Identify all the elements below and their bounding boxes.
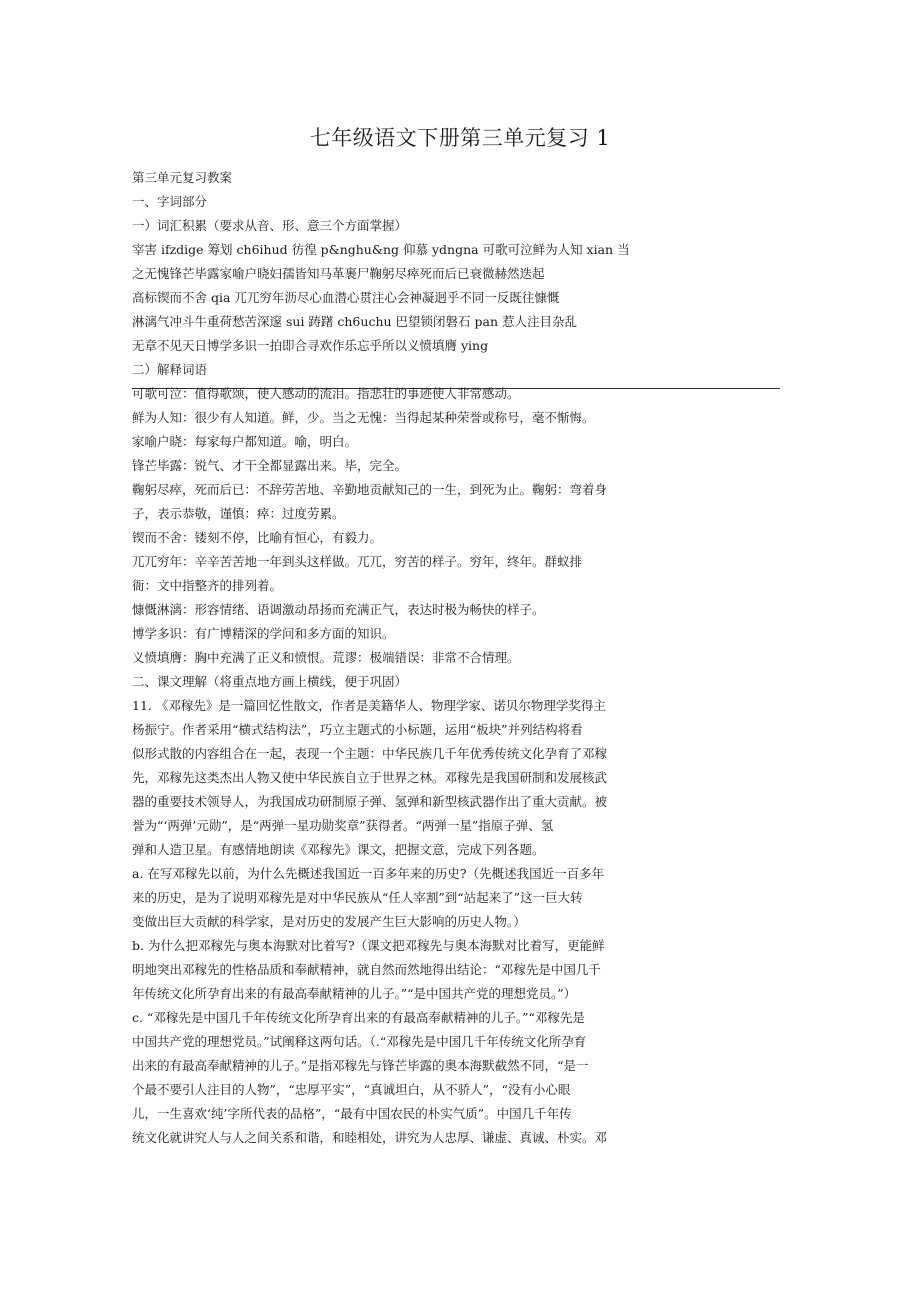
text-line: 高标锲而不舍 qia 兀兀穷年沥尽心血潜心贯注心会神凝迥乎不同一反既往慷慨	[132, 290, 560, 305]
document-body	[132, 166, 662, 1150]
text-line: 一）词汇积累（要求从音、形、意三个方面掌握）	[132, 218, 408, 233]
text-line: 儿，一生喜欢‘纯’字所代表的品格”，“最有中国农民的朴实气质”。中国几千年传	[132, 1106, 572, 1121]
text-line: 11. 《邓稼先》是一篇回忆性散文，作者是美籍华人、物理学家、诺贝尔物理学奖得主	[132, 698, 606, 713]
text-line: 二）解释词语	[132, 362, 208, 377]
text-line: 中国共产党的理想党员。”试阐释这两句话。（.“邓稼先是中国几千年传统文化所孕育	[132, 1034, 587, 1049]
text-line: 明地突出邓稼先的性格品质和奉献精神，就自然而然地得出结论：“邓稼先是中国几千	[132, 962, 601, 977]
text-line: 博学多识：有广博精深的学问和多方面的知识。	[132, 626, 395, 641]
text-line: 无章不见天日博学多识一拍即合寻欢作乐忘乎所以义愤填膺 ying	[132, 338, 489, 353]
text-line: 淋漓气冲斗牛重荷愁苦深邃 sui 踌躇 ch6uchu 巴望锁闭磐石 pan 惹人注目杂乱	[132, 314, 577, 329]
text-line: 二、课文理解（将重点地方画上横线，便于巩固）	[132, 674, 408, 689]
text-line: 义愤填膺：胸中充满了正义和愤恨。荒谬：极端错误：非常不合情理。	[132, 650, 520, 665]
text-line: a. 在写邓稼先以前，为什么先概述我国近一百多年来的历史?（先概述我国近一百多年	[132, 866, 605, 881]
text-line: 家喻户晓：每家每户都知道。喻，明白。	[132, 434, 358, 449]
text-line: 来的历史，是为了说明邓稼先是对中华民族从“任人宰割”到“站起来了”这一巨大转	[132, 890, 583, 905]
text-line: 鞠躬尽瘁，死而后已：不辞劳苦地、辛勤地贡献知己的一生，到死为止。鞠躬：弯着身	[132, 482, 608, 497]
text-line: 年传统文化所孕育出来的有最高奉献精神的儿子。”“是中国共产党的理想党员。”）	[132, 986, 577, 1001]
text-line: 慷慨淋漓：形容情绪、语调激动昂扬而充满正气，表达时极为畅快的样子。	[132, 602, 545, 617]
text-line: 杨振宁。作者采用“横式结构法”，巧立主题式的小标题，运用“板块”并列结构将看	[132, 722, 583, 737]
text-line: 第三单元复习教案	[132, 170, 233, 185]
text-line: 锲而不舍：镂刻不停，比喻有恒心，有毅力。	[132, 530, 383, 545]
document-title: 七年级语文下册第三单元复习 1	[309, 126, 611, 150]
text-line: 子，表示恭敬，谨慎：瘁：过度劳累。	[132, 506, 345, 521]
text-line: 变做出巨大贡献的科学家，是对历史的发展产生巨大影响的历史人物。）	[132, 914, 526, 929]
text-line: 衙：文中指整齐的排列着。	[132, 578, 283, 593]
text-line: 宰害 ifzdige 筹划 ch6ihud 彷徨 p&nghu&ng 仰慕 ydngna 可歌可泣鲜为人知 xian 当	[132, 242, 630, 257]
text-line: 一、字词部分	[132, 194, 208, 209]
text-line: 锋芒毕露：锐气、才干全都显露出来。毕，完全。	[132, 458, 408, 473]
text-line: b. 为什么把邓稼先与奥本海默对比着写?（课文把邓稼先与奥本海默对比着写，更能鲜	[132, 938, 605, 953]
text-line: 可歌可泣：值得歌颂，使人感动的流泪。指悲壮的事迹使人非常感动。	[132, 386, 520, 401]
text-line: c. “邓稼先是中国几千年传统文化所孕育出来的有最高奉献精神的儿子。”“邓稼先是	[132, 1010, 585, 1025]
text-line: 似形式散的内容组合在一起，表现一个主题：中华民族几千年优秀传统文化孕育了邓稼	[132, 746, 608, 761]
text-line: 鲜为人知：很少有人知道。鲜，少。当之无愧：当得起某种荣誉或称号，毫不惭悔。	[132, 410, 595, 425]
text-line: 个最不要引人注目的人物”，“忠厚平实”，“真诚坦白，从不骄人”，“没有小心眼	[132, 1082, 571, 1097]
text-line: 出来的有最高奉献精神的儿子。”是指邓稼先与锋芒毕露的奥本海默截然不同，“是一	[132, 1058, 589, 1073]
text-line: 誉为“‘两弹’元勋”，是“两弹一星功勋奖章”获得者。“两弹一星”指原子弹、氢	[132, 818, 554, 833]
text-line: 之无愧锋芒毕露家喻户晓妇孺皆知马革裹尸鞠躬尽瘁死而后已衰微赫然迭起	[132, 266, 545, 281]
text-line: 兀兀穷年：辛辛苦苦地一年到头这样做。兀兀，穷苦的样子。穷年，终年。群蚁排	[132, 554, 583, 569]
text-line: 弹和人造卫星。有感情地朗读《邓稼先》课文，把握文意，完成下列各题。	[132, 842, 545, 857]
text-line: 器的重要技术领导人，为我国成功研制原子弹、氢弹和新型核武器作出了重大贡献。被	[132, 794, 608, 809]
text-line: 先，邓稼先这类杰出人物又使中华民族自立于世界之林。邓稼先是我国研制和发展核武	[132, 770, 608, 785]
text-line: 统文化就讲究人与人之间关系和谐，和睦相处，讲究为人忠厚、谦虚、真诚、朴实。邓	[132, 1130, 608, 1145]
